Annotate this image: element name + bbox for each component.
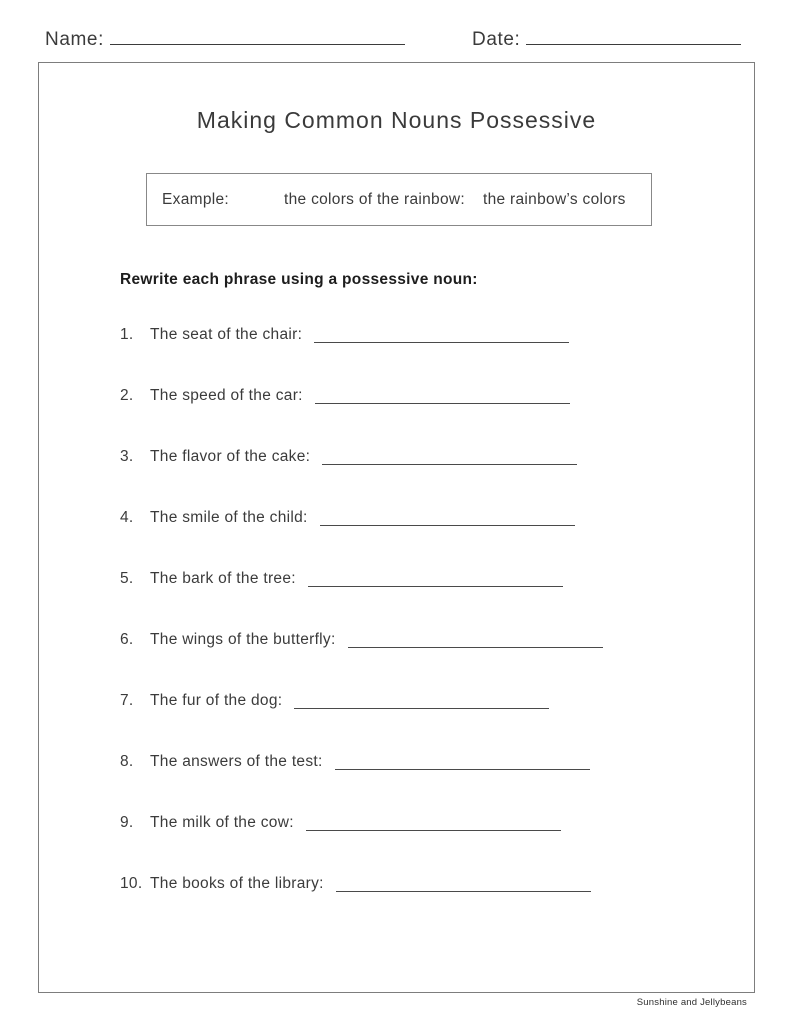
item-phrase: The books of the library:	[150, 875, 324, 892]
worksheet-item	[120, 569, 724, 630]
instruction-text: Rewrite each phrase using a possessive noun:	[120, 271, 478, 288]
item-number: 1.	[120, 326, 134, 343]
worksheet-item	[120, 874, 724, 935]
worksheet-item	[120, 325, 724, 386]
item-blank-line	[336, 874, 591, 892]
item-number: 4.	[120, 509, 134, 526]
item-number: 8.	[120, 753, 134, 770]
credit-text: Sunshine and Jellybeans	[636, 997, 747, 1008]
item-number: 6.	[120, 631, 134, 648]
item-blank-line	[294, 691, 549, 709]
worksheet-item	[120, 386, 724, 447]
example-phrase: the colors of the rainbow:	[284, 190, 465, 208]
date-label: Date:	[472, 29, 521, 50]
worksheet-item	[120, 691, 724, 752]
worksheet-border-box	[38, 62, 755, 993]
item-list	[120, 325, 724, 935]
name-blank-line	[110, 26, 405, 45]
date-field	[472, 26, 741, 51]
item-blank-line	[335, 752, 590, 770]
item-blank-line	[308, 569, 563, 587]
item-blank-line	[348, 630, 603, 648]
worksheet-item	[120, 447, 724, 508]
page-title: Making Common Nouns Possessive	[196, 107, 597, 133]
item-number: 10.	[120, 875, 143, 892]
item-blank-line	[320, 508, 575, 526]
item-number: 2.	[120, 387, 134, 404]
date-blank-line	[526, 26, 741, 45]
item-phrase: The fur of the dog:	[150, 692, 283, 709]
example-answer: the rainbow’s colors	[483, 190, 626, 208]
item-number: 5.	[120, 570, 134, 587]
worksheet-item	[120, 813, 724, 874]
item-phrase: The answers of the test:	[150, 753, 323, 770]
name-label: Name:	[45, 29, 104, 50]
item-blank-line	[315, 386, 570, 404]
worksheet-item	[120, 752, 724, 813]
item-number: 3.	[120, 448, 134, 465]
item-blank-line	[314, 325, 569, 343]
worksheet-item	[120, 630, 724, 691]
item-phrase: The speed of the car:	[150, 387, 303, 404]
item-phrase: The milk of the cow:	[150, 814, 294, 831]
item-number: 9.	[120, 814, 134, 831]
item-phrase: The bark of the tree:	[150, 570, 296, 587]
item-blank-line	[306, 813, 561, 831]
item-phrase: The smile of the child:	[150, 509, 308, 526]
item-blank-line	[322, 447, 577, 465]
worksheet-item	[120, 508, 724, 569]
name-field	[45, 26, 405, 51]
item-phrase: The flavor of the cake:	[150, 448, 311, 465]
item-phrase: The seat of the chair:	[150, 326, 303, 343]
item-phrase: The wings of the butterfly:	[150, 631, 336, 648]
example-box	[146, 173, 652, 226]
example-label: Example:	[162, 190, 230, 208]
name-date-header	[0, 26, 791, 54]
item-number: 7.	[120, 692, 134, 709]
